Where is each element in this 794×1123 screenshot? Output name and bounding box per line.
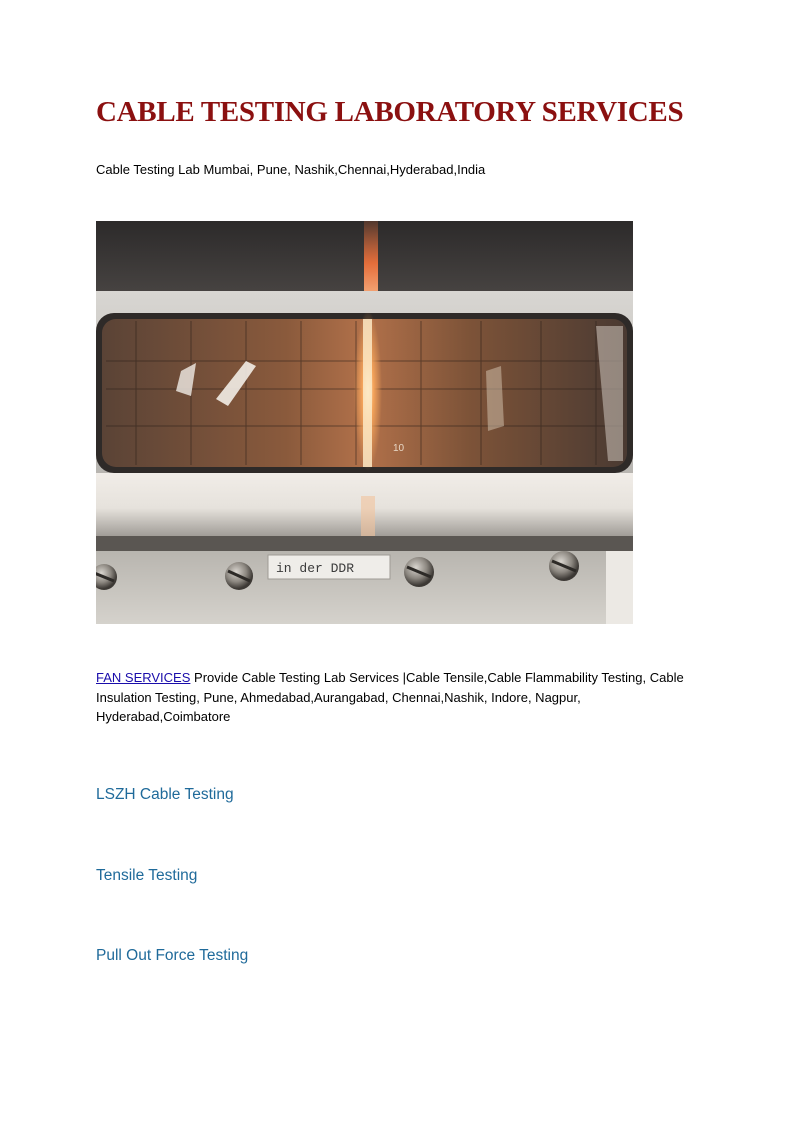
fan-services-link[interactable]: FAN SERVICES <box>96 670 191 685</box>
service-link-pull-out-force-testing[interactable]: Pull Out Force Testing <box>96 947 249 964</box>
service-link-tensile-testing[interactable]: Tensile Testing <box>96 867 198 884</box>
page-subtitle: Cable Testing Lab Mumbai, Pune, Nashik,Chennai,Hyderabad,India <box>96 162 486 177</box>
service-link-lszh-cable-testing[interactable]: LSZH Cable Testing <box>96 786 234 803</box>
page-title: CABLE TESTING LABORATORY SERVICES <box>96 96 684 128</box>
flammability-test-photo <box>96 221 633 624</box>
intro-text: Provide Cable Testing Lab Services |Cable Tensile,Cable Flammability Testing, Cable Insulation Testing, Pune, Ahmedabad,Aurangabad, Chennai,Nashik, Indore, Nagpur, Hyderabad,Coimbatore <box>96 670 684 724</box>
intro-paragraph <box>96 668 696 727</box>
equipment-label: in der DDR <box>276 561 355 576</box>
scale-label: 10 <box>393 443 405 454</box>
